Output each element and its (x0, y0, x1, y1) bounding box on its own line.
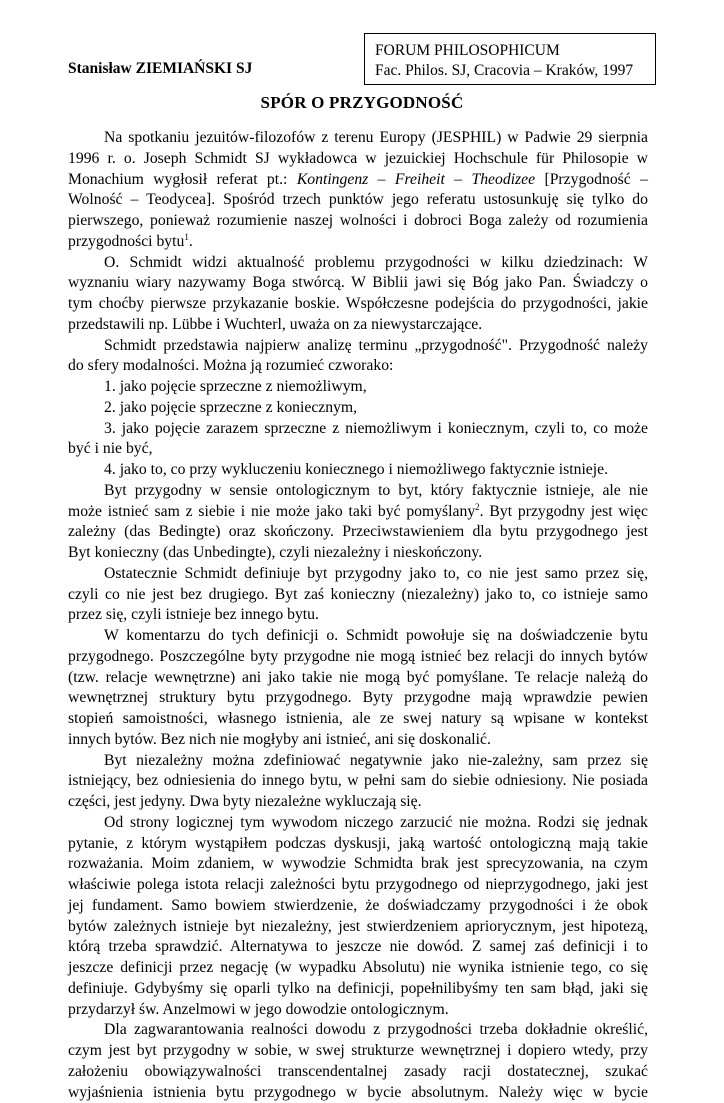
text-line: czyli co nie jest bez drugiego. Byt zaś konieczny (niezależny) jako to, co istnieje samo (68, 585, 648, 606)
text-run: przygodności bytu (68, 233, 184, 250)
text-line: definiuje. Gdybyśmy się oparli tylko na definicji, popełnilibyśmy ten sam błąd, jaki się (68, 979, 648, 1000)
footnote-ref: 2 (475, 502, 480, 512)
list-item: 2. jako pojęcie sprzeczne z koniecznym, (68, 398, 648, 419)
list-item: 4. jako to, co przy wykluczeniu koniecznego i niemożliwego faktycznie istnieje. (68, 460, 648, 481)
text-line: którą trzeba sprawdzić. Alternatywa to jeszcze nie dowód. Z samej zaś definicji i to (68, 937, 648, 958)
italic-title: Kontingenz – Freiheit – Theodizee (297, 171, 535, 188)
text-line: Od strony logicznej tym wywodom niczego zarzucić nie można. Rodzi się jednak (68, 813, 648, 834)
text-line: Ostatecznie Schmidt definiuje byt przygodny jako to, co nie jest samo przez się, (68, 564, 648, 585)
text-line: jeszcze definicji przez negację (w wypadku Absolutu) nie wynika istnienie tego, co się (68, 958, 648, 979)
text-line: wewnętrznej struktury bytu przygodnego. Byty przygodne mają wprawdzie pewien (68, 688, 648, 709)
text-line: Byt konieczny (das Unbedingte), czyli niezależny i nieskończony. (68, 543, 648, 564)
text-line: 1996 r. o. Joseph Schmidt SJ wykładowca w jezuickiej Hochschule für Philosopie w (68, 149, 648, 170)
publication-details: Fac. Philos. SJ, Cracovia – Kraków, 1997 (375, 61, 655, 81)
text-line (68, 502, 648, 523)
text-line: Byt niezależny można zdefiniować negatywnie jako nie-zależny, sam przez się (68, 751, 648, 772)
text-line: innych bytów. Bez nich nie mogłyby ani istnieć, ani się doskonalić. (68, 730, 648, 751)
text-line: stopień samoistności, własnego istnienia, ale ze swej natury są wpisane w kontekst (68, 709, 648, 730)
text-line: części, jest jedyny. Dwa byty niezależne wykluczają się. (68, 792, 648, 813)
text-line: założeniu obowiązywalności transcendentalnej zasady racji dostatecznej, szukać (68, 1062, 648, 1083)
list-item: 3. jako pojęcie zarazem sprzeczne z niemożliwym i koniecznym, czyli to, co może (68, 419, 648, 440)
text-line: bytów zależnych istnieje byt niezależny, jest stwierdzeniem apriorycznym, jest hipotezą, (68, 917, 648, 938)
text-run: . (189, 233, 193, 250)
text-line: tym choćby pierwsze przykazanie boskie. Współczesne podejścia do przygodności, jakie (68, 294, 648, 315)
text-line: rozważania. Moim zdaniem, w wywodzie Schmidta brak jest sprecyzowania, na czym (68, 854, 648, 875)
publication-name: FORUM PHILOSOPHICUM (375, 41, 655, 61)
text-line: do sfery modalności. Można ją rozumieć czworako: (68, 356, 648, 377)
text-line: pierwszego, ponieważ rozumienie naszej wolności i dobroci Boga zależy od rozumienia (68, 211, 648, 232)
text-line: wyjaśnienia istnienia bytu przygodnego w bycie absolutnym. Należy więc w bycie (68, 1083, 648, 1103)
text-line: przez się, czyli istnieje bez innego bytu. (68, 605, 648, 626)
text-line: Schmidt przedstawia najpierw analizę terminu „przygodność". Przygodność należy (68, 336, 648, 357)
text-line: Byt przygodny w sensie ontologicznym to byt, który faktycznie istnieje, ale nie (68, 481, 648, 502)
article-title: SPÓR O PRZYGODNOŚĆ (0, 93, 724, 113)
text-line: właściwie polega istota relacji zależności bytu przygodnego od nieprzygodnego, jaki jest (68, 875, 648, 896)
text-line: zależny (das Bedingte) oraz skończony. Przeciwstawieniem dla bytu przygodnego jest (68, 522, 648, 543)
footnote-ref: 1 (184, 232, 189, 242)
text-line: istniejący, bez odniesienia do innego bytu, w pełni sam do siebie odniesiony. Nie posiada (68, 771, 648, 792)
text-run: . Byt przygodny jest więc (480, 503, 648, 520)
text-line: (tzw. relacje wewnętrzne) ani jako takie nie mogą być pomyślane. Te relacje należą do (68, 668, 648, 689)
text-line: jej fundament. Samo bowiem stwierdzenie, że doświadczamy przygodności i że obok (68, 896, 648, 917)
author-name: Stanisław ZIEMIAŃSKI SJ (68, 60, 252, 78)
text-line: pytanie, z którym wystąpiłem podczas dyskusji, jaką wartość ontologiczną mają takie (68, 834, 648, 855)
publication-info-box (364, 33, 656, 85)
text-line: Dla zagwarantowania realności dowodu z przygodności trzeba dokładnie określić, (68, 1020, 648, 1041)
text-line (68, 170, 648, 191)
text-line: przedstawili np. Lübbe i Wuchterl, uważa on za niewystarczające. (68, 315, 648, 336)
list-item: 1. jako pojęcie sprzeczne z niemożliwym, (68, 377, 648, 398)
text-line: czym jest byt przygodny w sobie, w swej strukturze wewnętrznej i dopiero wtedy, przy (68, 1041, 648, 1062)
article-body (68, 128, 648, 1103)
text-line (68, 232, 648, 253)
text-line: Na spotkaniu jezuitów-filozofów z terenu Europy (JESPHIL) w Padwie 29 sierpnia (68, 128, 648, 149)
text-line: Wolność – Teodycea]. Spośród trzech punktów jego referatu ustosunkuję się tylko do (68, 190, 648, 211)
text-run: Monachium wygłosił referat pt.: (68, 171, 297, 188)
text-line: przydarzył św. Anzelmowi w jego dowodzie ontologicznym. (68, 1000, 648, 1021)
text-run: może istnieć sam z siebie i nie może jako taki być pomyślany (68, 503, 475, 520)
text-line: przygodnego. Poszczególne byty przygodne nie mogą istnieć bez relacji do innych bytów (68, 647, 648, 668)
text-line: W komentarzu do tych definicji o. Schmidt powołuje się na doświadczenie bytu (68, 626, 648, 647)
text-line: wyznaniu wiary nazywamy Boga stwórcą. W Biblii jawi się Bóg jako Pan. Świadczy o (68, 273, 648, 294)
text-run: [Przygodność – (535, 171, 648, 188)
text-line: być i nie być, (68, 439, 648, 460)
text-line: O. Schmidt widzi aktualność problemu przygodności w kilku dziedzinach: W (68, 253, 648, 274)
